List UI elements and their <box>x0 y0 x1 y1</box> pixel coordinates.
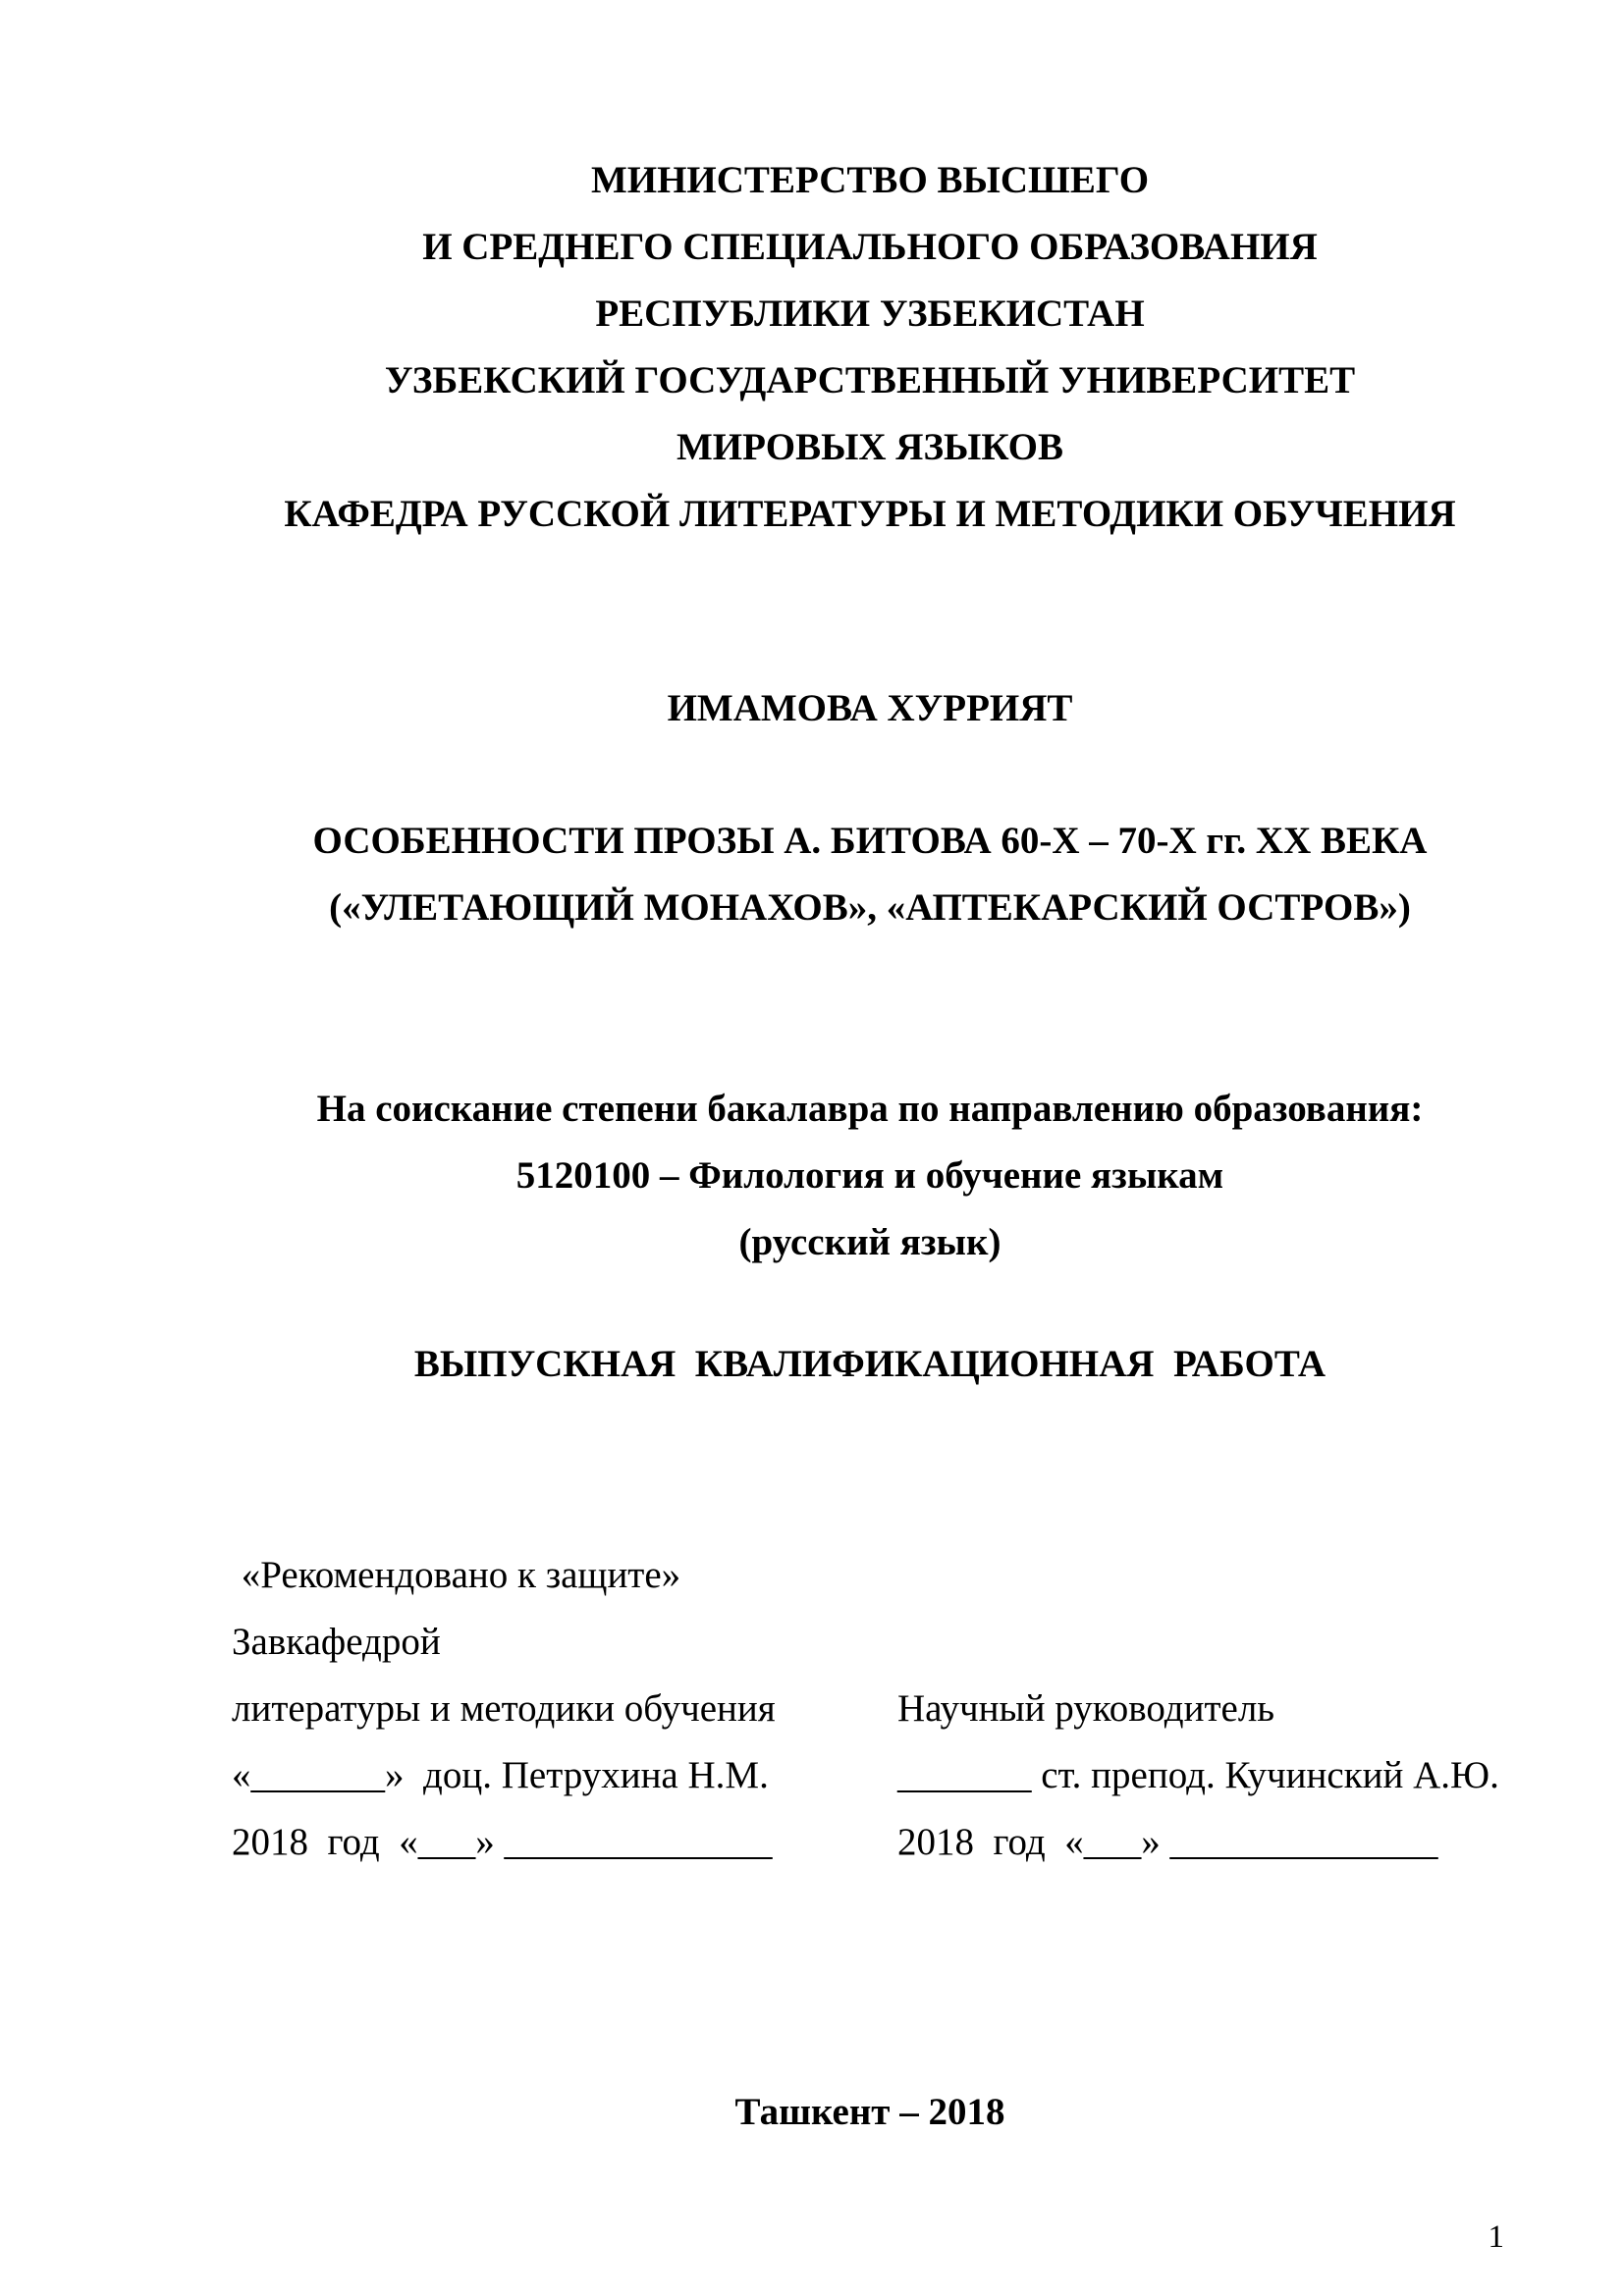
department-head-label: Завкафедрой <box>232 1621 441 1663</box>
author-block <box>232 675 1508 742</box>
degree-statement <box>232 1076 1508 1276</box>
header-line-3: РЕСПУБЛИКИ УЗБЕКИСТАН <box>595 293 1145 335</box>
thesis-title <box>232 808 1508 941</box>
page-number: 1 <box>1488 2219 1504 2255</box>
approval-section <box>232 1542 1508 1876</box>
department-date-line: 2018 год «___» ______________ <box>232 1821 773 1863</box>
header-line-2: И СРЕДНЕГО СПЕЦИАЛЬНОГО ОБРАЗОВАНИЯ <box>422 226 1318 268</box>
supervisor-date-line: 2018 год «___» ______________ <box>897 1821 1438 1863</box>
degree-line-3: (русский язык) <box>738 1221 1001 1263</box>
work-type-label: ВЫПУСКНАЯ КВАЛИФИКАЦИОННАЯ РАБОТА <box>413 1343 1326 1385</box>
city-year: Ташкент – 2018 <box>734 2091 1005 2133</box>
work-type <box>232 1331 1508 1398</box>
header-line-1: МИНИСТЕРСТВО ВЫСШЕГО <box>590 159 1150 201</box>
degree-line-1: На соискание степени бакалавра по направлению образования: <box>316 1088 1424 1130</box>
recommended-for-defense: «Рекомендовано к защите» <box>232 1554 681 1596</box>
thesis-title-line-1: ОСОБЕННОСТИ ПРОЗЫ А. БИТОВА 60-Х – 70-Х гг. ХХ ВЕКА <box>312 820 1428 862</box>
thesis-title-line-2: («УЛЕТАЮЩИЙ МОНАХОВ», «АПТЕКАРСКИЙ ОСТРОВ») <box>329 886 1411 929</box>
header-line-4: УЗБЕКСКИЙ ГОСУДАРСТВЕННЫЙ УНИВЕРСИТЕТ <box>384 359 1356 401</box>
ministry-header <box>232 147 1508 548</box>
supervisor-label: Научный руководитель <box>897 1687 1275 1730</box>
supervisor-signature-line: _______ ст. препод. Кучинский А.Ю. <box>897 1754 1499 1796</box>
header-line-5: МИРОВЫХ ЯЗЫКОВ <box>677 426 1063 468</box>
approval-left-column <box>232 1542 897 1876</box>
author-name: ИМАМОВА ХУРРИЯТ <box>667 687 1073 729</box>
department-name: литературы и методики обучения <box>232 1687 776 1730</box>
approval-right-column <box>897 1676 1508 1876</box>
header-line-6: КАФЕДРА РУССКОЙ ЛИТЕРАТУРЫ И МЕТОДИКИ ОБУЧЕНИЯ <box>284 493 1456 535</box>
city-year-block <box>232 2079 1508 2146</box>
department-head-signature-line: «_______» доц. Петрухина Н.М. <box>232 1754 769 1796</box>
degree-line-2: 5120100 – Филология и обучение языкам <box>515 1154 1224 1197</box>
